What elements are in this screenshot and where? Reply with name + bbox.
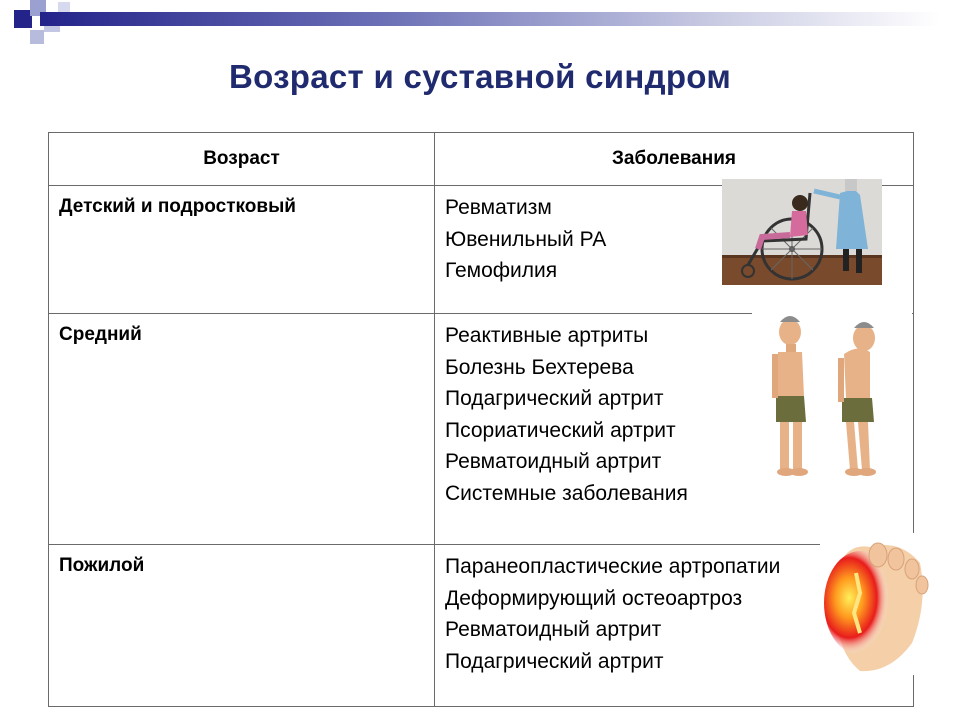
age-label: Детский и подростковый: [49, 186, 435, 314]
slide-title: Возраст и суставной синдром: [228, 58, 732, 95]
disease-item: Паранеопластические артропатии: [445, 555, 781, 578]
disease-item: Подагрический артрит: [445, 387, 664, 410]
table-row: [49, 545, 914, 707]
decor-square-4: [30, 30, 44, 44]
age-label: Средний: [49, 314, 435, 545]
disease-item: Системные заболевания: [445, 481, 688, 505]
disease-item: Болезнь Бехтерева: [445, 355, 634, 379]
posture-illustration: [752, 304, 912, 490]
disease-item: Псориатический артрит: [445, 418, 676, 442]
age-label: Пожилой: [49, 545, 435, 707]
disease-item: Ревматоидный артрит: [445, 450, 662, 473]
header-age: Возраст: [49, 133, 435, 186]
disease-item: Ревматоидный артрит: [445, 618, 662, 641]
disease-item: Гемофилия: [445, 259, 558, 282]
wheelchair-photo: [722, 179, 882, 285]
disease-item: Ревматизм: [445, 196, 552, 219]
disease-item: Деформирующий остеоартроз: [445, 586, 743, 610]
disease-item: Ювенильный РА: [445, 227, 607, 251]
disease-item: Подагрический артрит: [445, 649, 664, 673]
foot-joint-illustration: [820, 533, 930, 675]
header-gradient-band: [40, 12, 940, 26]
header-diseases: Заболевания: [435, 133, 914, 186]
disease-item: Реактивные артриты: [445, 324, 649, 347]
table-header-row: [49, 133, 914, 186]
